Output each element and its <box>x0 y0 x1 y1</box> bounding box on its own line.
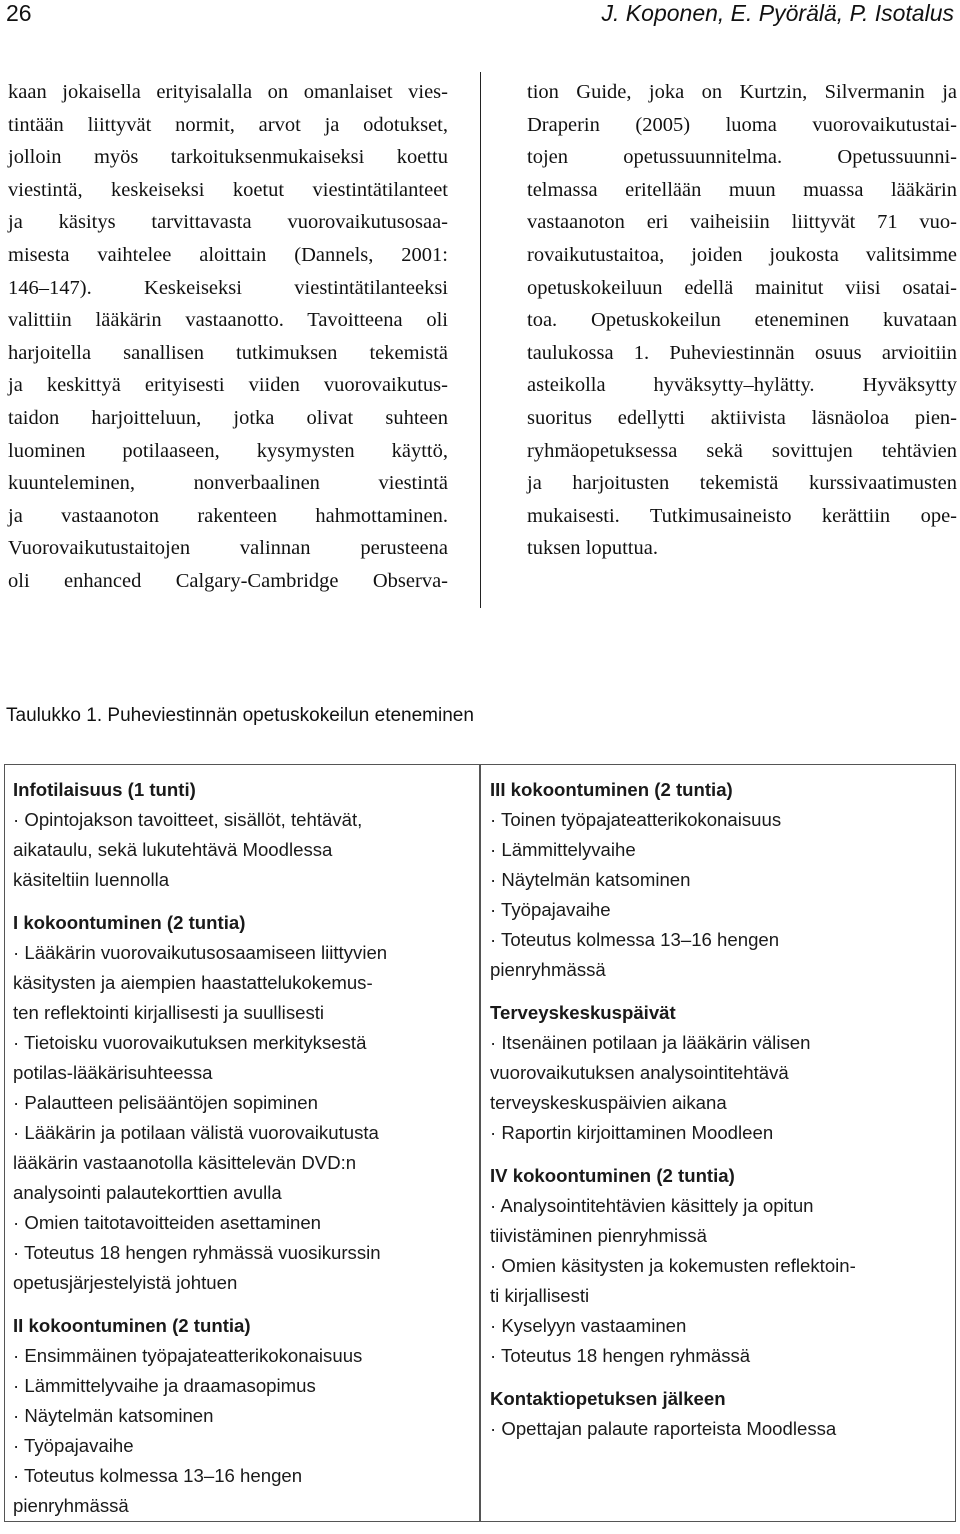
body-text-right-column <box>527 76 957 565</box>
table-section-line: · Opettajan palaute raporteista Moodlessa <box>490 1418 837 1439</box>
page-number: 26 <box>6 0 32 26</box>
table-section-line: · Opintojakson tavoitteet, sisällöt, tehtävät, <box>13 809 363 830</box>
body-text-line: suoritus edellytti aktiivista läsnäoloa pien- <box>527 406 957 429</box>
table-section-line: · Näytelmän katsominen <box>13 1405 214 1426</box>
table-section-line: · Toteutus kolmessa 13–16 hengen <box>490 929 780 950</box>
table-section-line: terveyskeskuspäivien aikana <box>490 1092 727 1113</box>
body-text-line: jolloin myös tarkoituksenmukaiseksi koettu <box>8 146 448 169</box>
body-text-line: tuksen loputtua. <box>527 537 658 560</box>
table-right-cell <box>490 775 950 1457</box>
table-section <box>490 998 950 1148</box>
table-section-line: · Raportin kirjoittaminen Moodleen <box>490 1122 774 1143</box>
table-section-line: aikataulu, sekä lukutehtävä Moodlessa <box>13 839 333 860</box>
table-section-line: · Itsenäinen potilaan ja lääkärin välisen <box>490 1032 811 1053</box>
table-section-line: · Työpajavaihe <box>490 899 611 920</box>
table-column-divider <box>479 765 481 1521</box>
table-section-title: III kokoontuminen (2 tuntia) <box>490 779 733 800</box>
table-caption: Taulukko 1. Puheviestinnän opetuskokeilun eteneminen <box>6 705 474 726</box>
table-section-line: · Tietoisku vuorovaikutuksen merkityksestä <box>13 1032 367 1053</box>
table-section-line: ti kirjallisesti <box>490 1285 590 1306</box>
body-text-line: ja vastaanoton rakenteen hahmottaminen. <box>8 504 448 527</box>
body-text-line: taidon harjoitteluun, jotka olivat suhteen <box>8 406 448 429</box>
body-text-line: telmassa eritellään muun muassa lääkärin <box>527 178 957 201</box>
table-section-line: · Lääkärin vuorovaikutusosaamiseen liittyvien <box>13 942 388 963</box>
body-text-line: valittiin lääkärin vastaanotto. Tavoitteena oli <box>8 309 448 332</box>
page-header <box>0 0 960 40</box>
body-text-line: kuunteleminen, nonverbaalinen viestintä <box>8 472 448 495</box>
body-text-line: harjoitella sanallisen tutkimuksen tekemistä <box>8 341 448 364</box>
table-section-line: · Lääkärin ja potilaan välistä vuorovaikutusta <box>13 1122 379 1143</box>
table-section-line: ten reflektointi kirjallisesti ja suullisesti <box>13 1002 325 1023</box>
table-section-line: käsiteltiin luennolla <box>13 869 170 890</box>
body-text-line: Vuorovaikutustaitojen valinnan perusteena <box>8 537 448 560</box>
table-section-line: pienryhmässä <box>13 1495 129 1516</box>
body-text-line: viestintä, keskeiseksi koetut viestintätilanteet <box>8 178 448 201</box>
table-section-line: · Työpajavaihe <box>13 1435 134 1456</box>
body-text-line: rovaikutustaitoa, joiden joukosta valitsimme <box>527 243 957 266</box>
body-text-left-column <box>8 76 448 598</box>
table-section <box>13 775 473 895</box>
table-section-line: · Omien taitotavoitteiden asettaminen <box>13 1212 321 1233</box>
table-section-line: potilas-lääkärisuhteessa <box>13 1062 213 1083</box>
table-section-line: · Näytelmän katsominen <box>490 869 691 890</box>
table-section-line: · Analysointitehtävien käsittely ja opitun <box>490 1195 814 1216</box>
table-section-line: vuorovaikutuksen analysointitehtävä <box>490 1062 789 1083</box>
table-section-line: tiivistäminen pienryhmissä <box>490 1225 708 1246</box>
column-divider <box>480 72 481 608</box>
body-text-line: 146–147). Keskeiseksi viestintätilanteeksi <box>8 276 448 299</box>
table-section-line: · Ensimmäinen työpajateatterikokonaisuus <box>13 1345 363 1366</box>
table-section-line: lääkärin vastaanotolla käsittelevän DVD:n <box>13 1152 357 1173</box>
table-section <box>490 775 950 985</box>
table-left-cell <box>13 775 473 1534</box>
table-section-line: · Palautteen pelisääntöjen sopiminen <box>13 1092 318 1113</box>
table-section <box>13 1311 473 1521</box>
table-section-line: · Toteutus 18 hengen ryhmässä vuosikurssin <box>13 1242 381 1263</box>
table-section <box>13 908 473 1298</box>
table-section <box>490 1161 950 1371</box>
course-progress-table <box>4 764 956 1522</box>
body-text-line: oli enhanced Calgary-Cambridge Observa- <box>8 569 448 592</box>
body-text-line: luominen potilaaseen, kysymysten käyttö, <box>8 439 448 462</box>
body-text-line: vastaanoton eri vaiheisiin liittyvät 71 vuo- <box>527 211 957 234</box>
table-section-line: pienryhmässä <box>490 959 606 980</box>
table-section-title: II kokoontuminen (2 tuntia) <box>13 1315 251 1336</box>
table-section-line: · Lämmittelyvaihe <box>490 839 636 860</box>
body-text-line: asteikolla hyväksytty–hylätty. Hyväksytty <box>527 374 957 397</box>
table-section-title: Infotilaisuus (1 tunti) <box>13 779 196 800</box>
running-head: J. Koponen, E. Pyörälä, P. Isotalus <box>601 0 954 26</box>
table-section-line: · Toteutus 18 hengen ryhmässä <box>490 1345 751 1366</box>
body-text-line: opetuskokeiluun edellä mainitut viisi osatai- <box>527 276 957 299</box>
body-text-line: ja keskittyä erityisesti viiden vuorovaikutus- <box>8 374 448 397</box>
body-text-line: ja käsitys tarvittavasta vuorovaikutusosaa- <box>8 211 448 234</box>
body-text-line: ja harjoitusten tekemistä kurssivaatimusten <box>527 472 957 495</box>
table-section-title: Kontaktiopetuksen jälkeen <box>490 1388 726 1409</box>
table-section-line: analysointi palautekorttien avulla <box>13 1182 282 1203</box>
table-section-title: Terveyskeskuspäivät <box>490 1002 676 1023</box>
table-section-line: · Kyselyyn vastaaminen <box>490 1315 687 1336</box>
body-text-line: kaan jokaisella erityisalalla on omanlaiset vies- <box>8 81 448 103</box>
body-text-line: tion Guide, joka on Kurtzin, Silvermanin ja <box>527 81 957 103</box>
body-text-line: misesta vaihtelee aloittain (Dannels, 2001: <box>8 243 448 266</box>
table-section-title: I kokoontuminen (2 tuntia) <box>13 912 246 933</box>
table-section-line: · Omien käsitysten ja kokemusten reflektoin- <box>490 1255 856 1276</box>
body-text-line: tintään liittyvät normit, arvot ja odotukset, <box>8 113 448 136</box>
table-section-line: opetusjärjestelyistä johtuen <box>13 1272 238 1293</box>
body-text-line: tojen opetussuunnitelma. Opetussuunni- <box>527 146 957 169</box>
table-section-title: IV kokoontuminen (2 tuntia) <box>490 1165 735 1186</box>
table-section-line: · Toinen työpajateatterikokonaisuus <box>490 809 782 830</box>
body-text-line: Draperin (2005) luoma vuorovaikutustai- <box>527 113 957 136</box>
table-section-line: käsitysten ja aiempien haastattelukokemus- <box>13 972 373 993</box>
body-text-line: toa. Opetuskokeilun eteneminen kuvataan <box>527 309 957 332</box>
body-text-line: ryhmäopetuksessa sekä sovittujen tehtävien <box>527 439 957 462</box>
table-section-line: · Lämmittelyvaihe ja draamasopimus <box>13 1375 316 1396</box>
table-section-line: · Toteutus kolmessa 13–16 hengen <box>13 1465 303 1486</box>
table-section <box>490 1384 950 1444</box>
body-text-line: mukaisesti. Tutkimusaineisto kerättiin ope- <box>527 504 957 527</box>
body-text-line: taulukossa 1. Puheviestinnän osuus arvioitiin <box>527 341 957 364</box>
